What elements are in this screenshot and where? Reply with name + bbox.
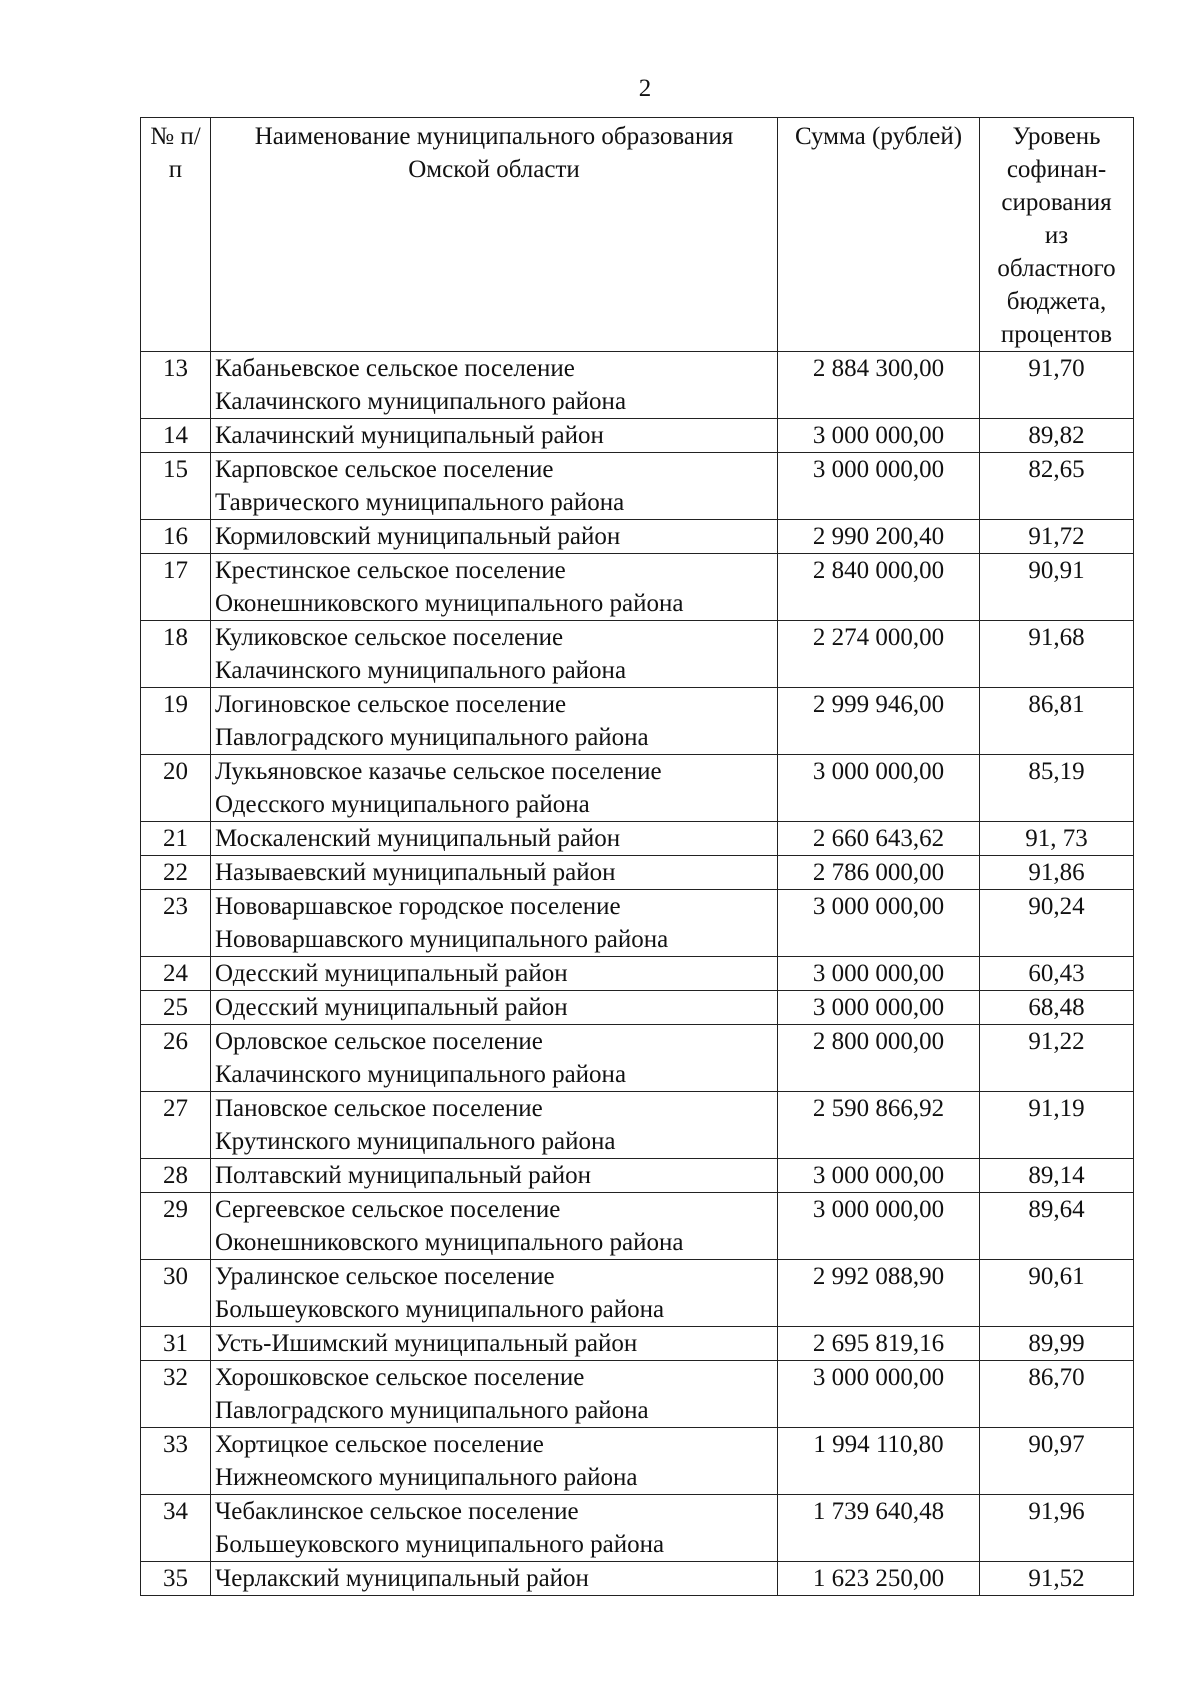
table-row bbox=[141, 1159, 1134, 1193]
row-number: 17 bbox=[141, 554, 211, 621]
table-body bbox=[141, 352, 1134, 1596]
cofinancing-level: 89,99 bbox=[980, 1327, 1134, 1361]
sum-value: 3 000 000,00 bbox=[778, 890, 980, 957]
header-cofinancing-level: Уровень софинан- сирования из областного бюджета, процентов bbox=[980, 118, 1134, 352]
cofinancing-level: 91,22 bbox=[980, 1025, 1134, 1092]
row-number: 23 bbox=[141, 890, 211, 957]
municipality-name: Крестинское сельское поселение Оконешниковского муниципального района bbox=[211, 554, 778, 621]
cofinancing-level: 90,91 bbox=[980, 554, 1134, 621]
row-number: 21 bbox=[141, 822, 211, 856]
sum-value: 3 000 000,00 bbox=[778, 1361, 980, 1428]
municipality-name: Логиновское сельское поселение Павлоградского муниципального района bbox=[211, 688, 778, 755]
cofinancing-level: 86,81 bbox=[980, 688, 1134, 755]
table-header bbox=[141, 118, 1134, 352]
table-row bbox=[141, 453, 1134, 520]
row-number: 18 bbox=[141, 621, 211, 688]
sum-value: 3 000 000,00 bbox=[778, 991, 980, 1025]
municipality-name: Уралинское сельское поселение Большеуковского муниципального района bbox=[211, 1260, 778, 1327]
table-row bbox=[141, 1495, 1134, 1562]
table-row bbox=[141, 1562, 1134, 1596]
municipality-name: Усть-Ишимский муниципальный район bbox=[211, 1327, 778, 1361]
row-number: 28 bbox=[141, 1159, 211, 1193]
sum-value: 2 660 643,62 bbox=[778, 822, 980, 856]
municipality-name: Хортицкое сельское поселение Нижнеомского муниципального района bbox=[211, 1428, 778, 1495]
header-sum: Сумма (рублей) bbox=[778, 118, 980, 352]
table-row bbox=[141, 755, 1134, 822]
municipality-name: Карповское сельское поселение Таврического муниципального района bbox=[211, 453, 778, 520]
table-row bbox=[141, 554, 1134, 621]
cofinancing-level: 91,96 bbox=[980, 1495, 1134, 1562]
row-number: 13 bbox=[141, 352, 211, 419]
table-row bbox=[141, 419, 1134, 453]
row-number: 35 bbox=[141, 1562, 211, 1596]
row-number: 22 bbox=[141, 856, 211, 890]
municipality-name: Пановское сельское поселение Крутинского муниципального района bbox=[211, 1092, 778, 1159]
sum-value: 3 000 000,00 bbox=[778, 755, 980, 822]
sum-value: 2 884 300,00 bbox=[778, 352, 980, 419]
table-row bbox=[141, 1193, 1134, 1260]
row-number: 32 bbox=[141, 1361, 211, 1428]
cofinancing-level: 60,43 bbox=[980, 957, 1134, 991]
row-number: 14 bbox=[141, 419, 211, 453]
table-row bbox=[141, 688, 1134, 755]
table-row bbox=[141, 621, 1134, 688]
sum-value: 1 623 250,00 bbox=[778, 1562, 980, 1596]
table-row bbox=[141, 520, 1134, 554]
sum-value: 1 739 640,48 bbox=[778, 1495, 980, 1562]
sum-value: 3 000 000,00 bbox=[778, 1193, 980, 1260]
header-number: № п/п bbox=[141, 118, 211, 352]
sum-value: 3 000 000,00 bbox=[778, 957, 980, 991]
cofinancing-level: 85,19 bbox=[980, 755, 1134, 822]
sum-value: 2 695 819,16 bbox=[778, 1327, 980, 1361]
table-row bbox=[141, 1428, 1134, 1495]
cofinancing-level: 91, 73 bbox=[980, 822, 1134, 856]
table-row bbox=[141, 1092, 1134, 1159]
municipality-name: Хорошковское сельское поселение Павлоградского муниципального района bbox=[211, 1361, 778, 1428]
municipality-name: Кабаньевское сельское поселение Калачинского муниципального района bbox=[211, 352, 778, 419]
sum-value: 2 786 000,00 bbox=[778, 856, 980, 890]
cofinancing-level: 91,72 bbox=[980, 520, 1134, 554]
sum-value: 2 274 000,00 bbox=[778, 621, 980, 688]
cofinancing-level: 91,19 bbox=[980, 1092, 1134, 1159]
cofinancing-level: 90,61 bbox=[980, 1260, 1134, 1327]
row-number: 27 bbox=[141, 1092, 211, 1159]
row-number: 19 bbox=[141, 688, 211, 755]
cofinancing-level: 68,48 bbox=[980, 991, 1134, 1025]
cofinancing-level: 89,64 bbox=[980, 1193, 1134, 1260]
municipality-name: Сергеевское сельское поселение Оконешниковского муниципального района bbox=[211, 1193, 778, 1260]
row-number: 29 bbox=[141, 1193, 211, 1260]
municipality-name: Калачинский муниципальный район bbox=[211, 419, 778, 453]
municipality-name: Называевский муниципальный район bbox=[211, 856, 778, 890]
cofinancing-level: 91,86 bbox=[980, 856, 1134, 890]
sum-value: 2 992 088,90 bbox=[778, 1260, 980, 1327]
table-row bbox=[141, 822, 1134, 856]
sum-value: 2 800 000,00 bbox=[778, 1025, 980, 1092]
municipality-name: Москаленский муниципальный район bbox=[211, 822, 778, 856]
cofinancing-level: 91,68 bbox=[980, 621, 1134, 688]
page-number: 2 bbox=[638, 75, 652, 102]
row-number: 15 bbox=[141, 453, 211, 520]
cofinancing-level: 90,24 bbox=[980, 890, 1134, 957]
row-number: 24 bbox=[141, 957, 211, 991]
cofinancing-level: 91,70 bbox=[980, 352, 1134, 419]
row-number: 20 bbox=[141, 755, 211, 822]
cofinancing-level: 89,14 bbox=[980, 1159, 1134, 1193]
sum-value: 3 000 000,00 bbox=[778, 453, 980, 520]
table-header-row bbox=[141, 118, 1134, 352]
cofinancing-level: 82,65 bbox=[980, 453, 1134, 520]
cofinancing-level: 90,97 bbox=[980, 1428, 1134, 1495]
allocation-table bbox=[140, 117, 1134, 1596]
row-number: 33 bbox=[141, 1428, 211, 1495]
cofinancing-level: 91,52 bbox=[980, 1562, 1134, 1596]
municipality-name: Одесский муниципальный район bbox=[211, 991, 778, 1025]
table-row bbox=[141, 957, 1134, 991]
municipality-name: Чебаклинское сельское поселение Большеуковского муниципального района bbox=[211, 1495, 778, 1562]
row-number: 26 bbox=[141, 1025, 211, 1092]
sum-value: 3 000 000,00 bbox=[778, 419, 980, 453]
table-row bbox=[141, 856, 1134, 890]
sum-value: 1 994 110,80 bbox=[778, 1428, 980, 1495]
sum-value: 2 990 200,40 bbox=[778, 520, 980, 554]
table-row bbox=[141, 1361, 1134, 1428]
municipality-name: Орловское сельское поселение Калачинского муниципального района bbox=[211, 1025, 778, 1092]
row-number: 30 bbox=[141, 1260, 211, 1327]
row-number: 31 bbox=[141, 1327, 211, 1361]
municipality-name: Нововаршавское городское поселение Нововаршавского муниципального района bbox=[211, 890, 778, 957]
municipality-name: Одесский муниципальный район bbox=[211, 957, 778, 991]
municipality-name: Куликовское сельское поселение Калачинского муниципального района bbox=[211, 621, 778, 688]
table-row bbox=[141, 352, 1134, 419]
cofinancing-level: 86,70 bbox=[980, 1361, 1134, 1428]
municipality-name: Черлакский муниципальный район bbox=[211, 1562, 778, 1596]
cofinancing-level: 89,82 bbox=[980, 419, 1134, 453]
header-municipality-name: Наименование муниципального образования Омской области bbox=[211, 118, 778, 352]
row-number: 25 bbox=[141, 991, 211, 1025]
sum-value: 3 000 000,00 bbox=[778, 1159, 980, 1193]
table-row bbox=[141, 991, 1134, 1025]
municipality-name: Полтавский муниципальный район bbox=[211, 1159, 778, 1193]
municipality-name: Лукьяновское казачье сельское поселение Одесского муниципального района bbox=[211, 755, 778, 822]
sum-value: 2 840 000,00 bbox=[778, 554, 980, 621]
table-row bbox=[141, 1327, 1134, 1361]
table-row bbox=[141, 1025, 1134, 1092]
row-number: 34 bbox=[141, 1495, 211, 1562]
row-number: 16 bbox=[141, 520, 211, 554]
table-row bbox=[141, 890, 1134, 957]
sum-value: 2 590 866,92 bbox=[778, 1092, 980, 1159]
municipality-name: Кормиловский муниципальный район bbox=[211, 520, 778, 554]
sum-value: 2 999 946,00 bbox=[778, 688, 980, 755]
table-row bbox=[141, 1260, 1134, 1327]
